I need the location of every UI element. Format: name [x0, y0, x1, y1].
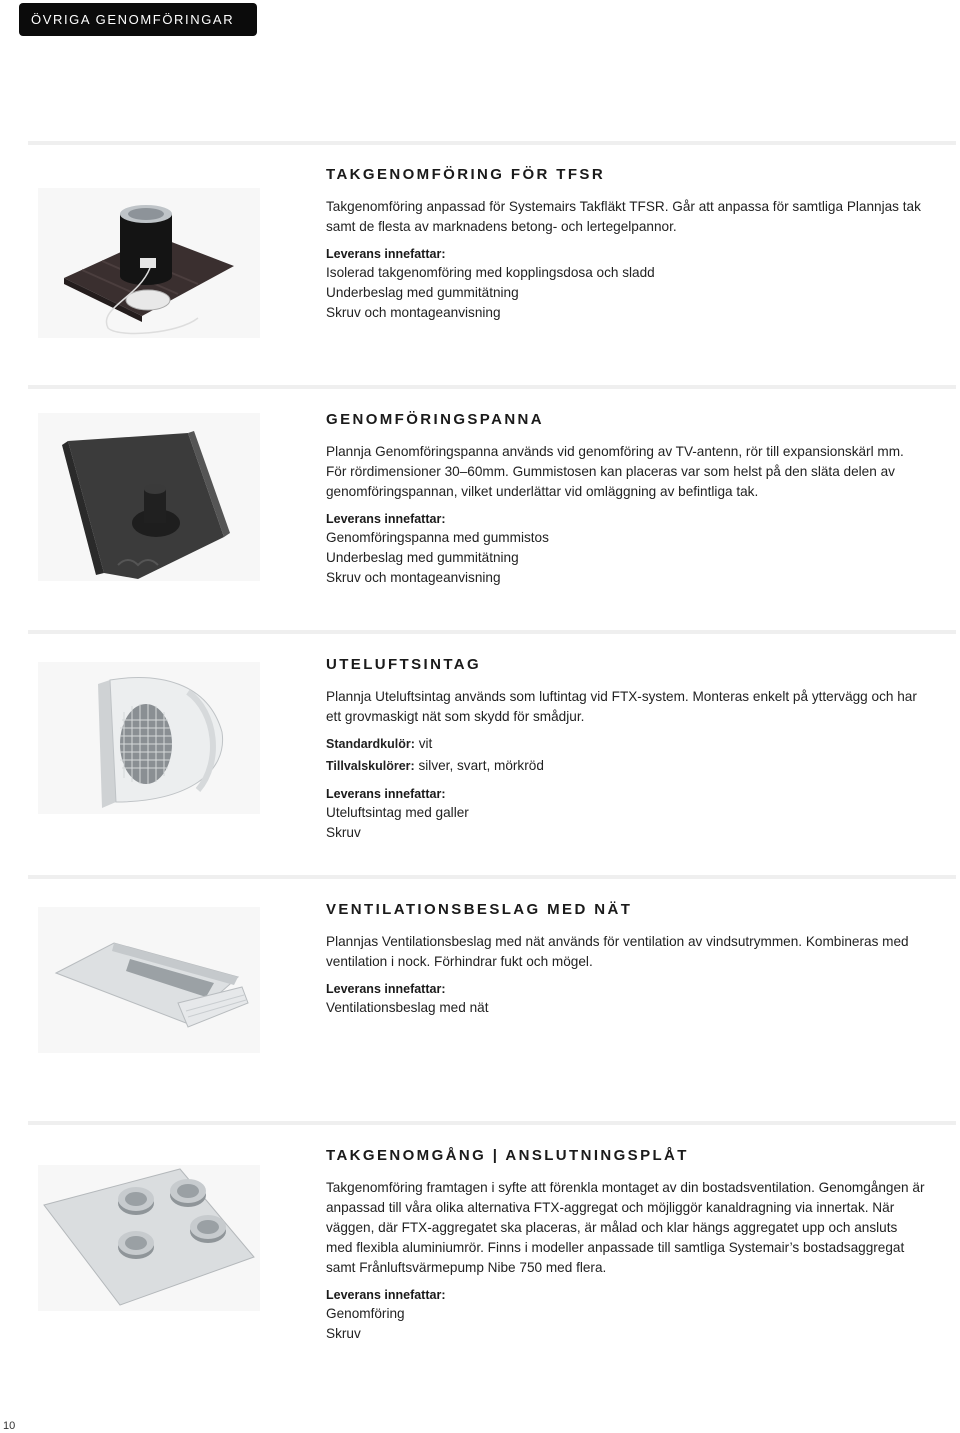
divider [28, 630, 956, 634]
delivery-item: Underbeslag med gummitätning [326, 285, 519, 300]
delivery-label: Leverans innefattar: [326, 787, 446, 801]
divider [28, 1121, 956, 1125]
standard-color-value: vit [418, 736, 433, 751]
delivery-label: Leverans innefattar: [326, 247, 446, 261]
optional-colors-label: Tillvalskulörer: [326, 759, 415, 773]
product-photo [38, 1165, 260, 1311]
product-description: Plannjas Ventilationsbeslag med nät används för ventilation av vindsutrymmen. Kombineras med ventilation i nock. Förhindrar fukt och mögel. [326, 934, 909, 969]
delivery-item: Isolerad takgenomföring med kopplingsdosa och sladd [326, 265, 655, 280]
divider [28, 141, 956, 145]
standard-color [326, 733, 926, 755]
page-number: 10 [3, 1420, 16, 1432]
delivery-label: Leverans innefattar: [326, 512, 446, 526]
product-description: Takgenomföring framtagen i syfte att förenkla montaget av din bostadsventilation. Genomgången är anpassad till våra olika alternativa FTX-aggregat och möjliggör kanaldragning via innertak. När väggen, där FTX-aggregatet ska placeras, är målad och klar hängs aggregatet upp och ansluts med flexibla aluminiumrör. Finns i modeller anpassade till samtliga Systemair’s bostadsaggregat samt Frånluftsvärmepump Nibe 750 med flera. [326, 1180, 925, 1275]
product-title: GENOMFÖRINGSPANNA [326, 411, 545, 428]
delivery-item: Genomföringspanna med gummistos [326, 530, 549, 545]
product-title: UTELUFTSINTAG [326, 656, 482, 673]
optional-colors [326, 755, 926, 777]
delivery-item: Skruv och montageanvisning [326, 570, 501, 585]
product-title: VENTILATIONSBESLAG MED NÄT [326, 901, 633, 918]
product-title: TAKGENOMGÅNG | ANSLUTNINGSPLÅT [326, 1147, 689, 1164]
delivery-label: Leverans innefattar: [326, 1288, 446, 1302]
product-title: TAKGENOMFÖRING FÖR TFSR [326, 166, 606, 183]
product-photo [38, 413, 260, 581]
optional-colors-value: silver, svart, mörkröd [418, 758, 544, 773]
divider [28, 385, 956, 389]
delivery-item: Underbeslag med gummitätning [326, 550, 519, 565]
delivery-item: Skruv [326, 825, 361, 840]
product-description: Takgenomföring anpassad för Systemairs Takfläkt TFSR. Går att anpassa för samtliga Plannjas tak samt de flesta av marknadens betong- och lertegelpannor. [326, 199, 921, 234]
product-photo [38, 662, 260, 814]
delivery-item: Ventilationsbeslag med nät [326, 1000, 489, 1015]
standard-color-label: Standardkulör: [326, 737, 415, 751]
delivery-item: Genomföring [326, 1306, 405, 1321]
delivery-item: Uteluftsintag med galler [326, 805, 469, 820]
delivery-label: Leverans innefattar: [326, 982, 446, 996]
delivery-item: Skruv [326, 1326, 361, 1341]
product-photo [38, 188, 260, 338]
delivery-item: Skruv och montageanvisning [326, 305, 501, 320]
divider [28, 875, 956, 879]
section-tab: ÖVRIGA GENOMFÖRINGAR [19, 3, 257, 36]
product-photo [38, 907, 260, 1053]
product-description: Plannja Genomföringspanna används vid genomföring av TV-antenn, rör till expansionskärl mm. För rördimensioner 30–60mm. Gummistosen kan placeras var som helst på den släta delen av genomföringspannan, vilket underlättar vid omläggning av befintliga tak. [326, 444, 904, 499]
product-description: Plannja Uteluftsintag används som luftintag vid FTX-system. Monteras enkelt på yttervägg och har ett grovmaskigt nät som skydd för smådjur. [326, 689, 917, 724]
